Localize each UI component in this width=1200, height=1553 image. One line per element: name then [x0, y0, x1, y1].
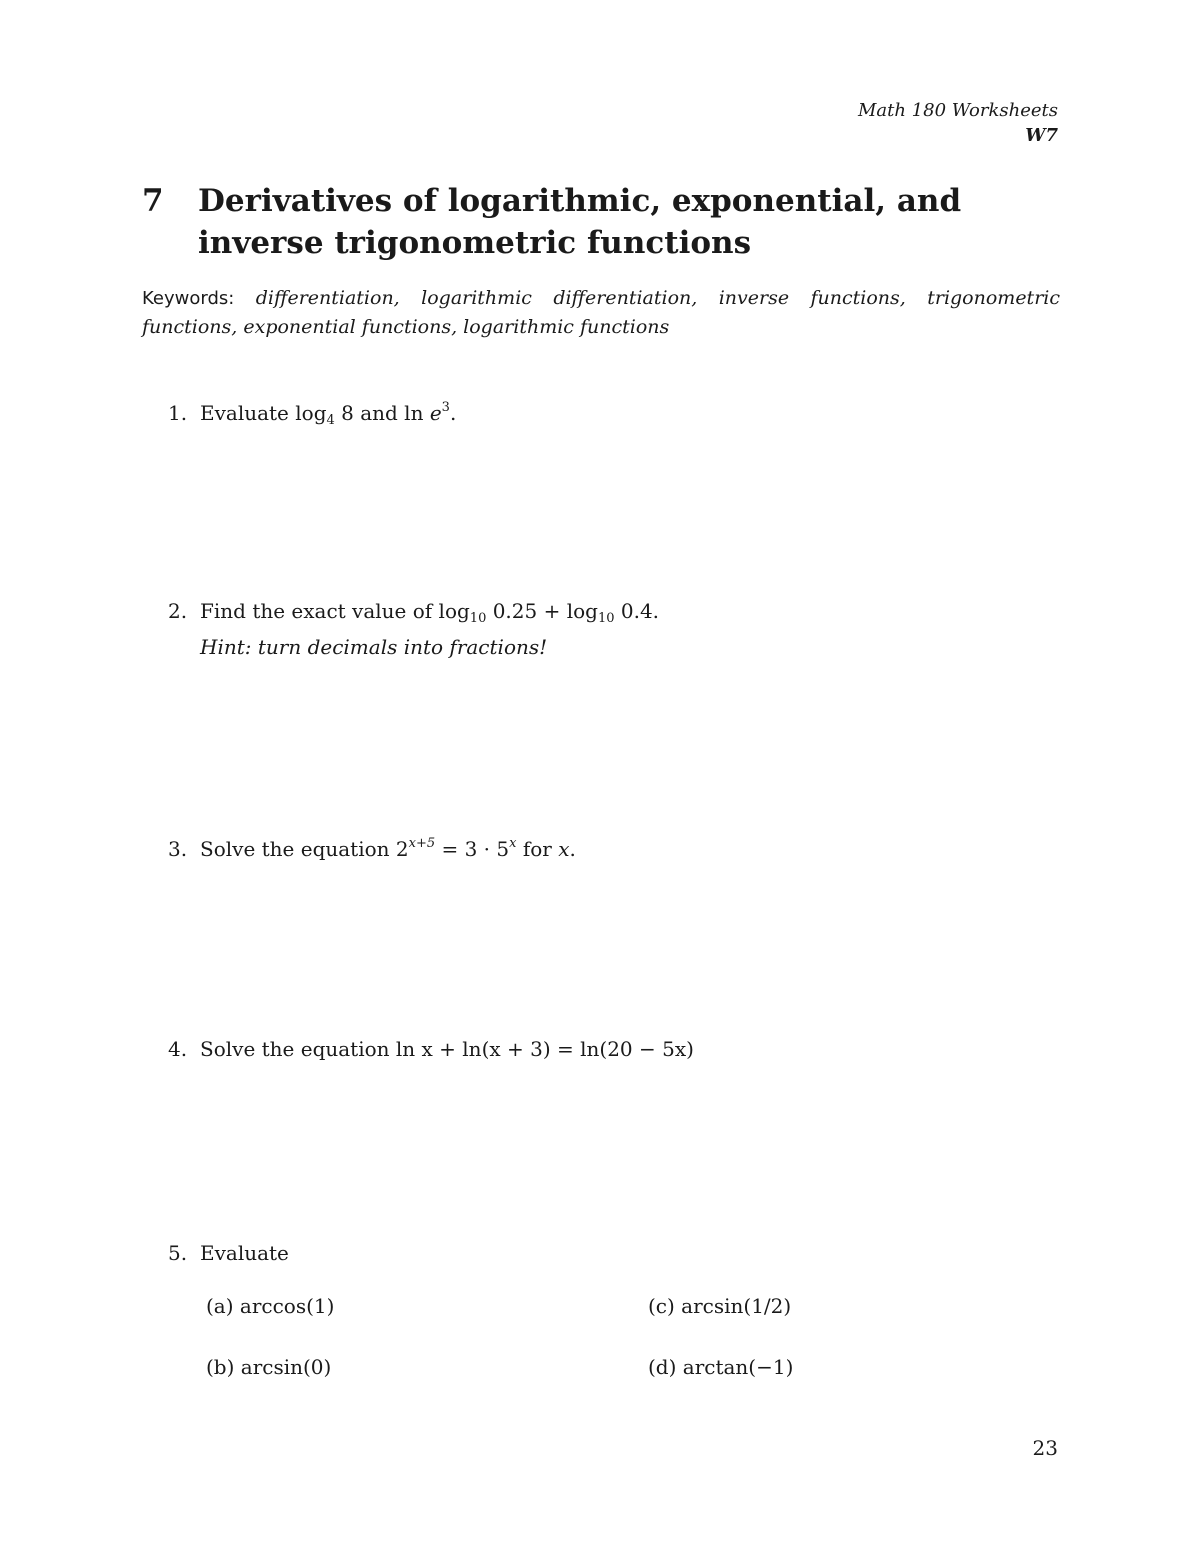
running-header [858, 98, 1058, 148]
problem-text: Evaluate [200, 1241, 289, 1265]
exponent: 3 [441, 400, 450, 415]
problem-text: Find the exact value of log [200, 599, 470, 623]
problem-5 [168, 1239, 289, 1267]
section-heading [142, 180, 1062, 264]
problem-text: = 3 · 5 [435, 837, 510, 861]
subpart-a [206, 1292, 334, 1320]
problem-number: 3. [168, 837, 188, 861]
problem-text: Evaluate log [200, 401, 327, 425]
problem-text: Solve the equation ln x + ln(x + 3) = ln(20 − 5x) [200, 1037, 694, 1061]
keywords-paragraph [142, 284, 1060, 341]
problem-1 [168, 394, 456, 435]
problem-number: 5. [168, 1241, 188, 1265]
log-base: 4 [326, 413, 335, 428]
log-base: 10 [597, 611, 615, 626]
section-title: Derivatives of logarithmic, exponential, and inverse trigonometric functions [198, 183, 962, 261]
course-title: Math 180 Worksheets [857, 100, 1058, 121]
problem-number: 1. [168, 401, 188, 425]
subpart-expression: arccos(1) [239, 1294, 335, 1318]
subpart-d [648, 1353, 793, 1381]
subpart-label: (d) [648, 1355, 677, 1379]
page-number: 23 [1032, 1436, 1058, 1460]
problem-3 [168, 830, 576, 863]
problem-4 [168, 1035, 694, 1063]
section-number: 7 [142, 183, 164, 219]
problem-number: 4. [168, 1037, 188, 1061]
keywords-label: Keywords: [142, 288, 235, 309]
worksheet-code: W7 [1025, 125, 1058, 146]
problem-text: 0.25 + log [486, 599, 598, 623]
problem-text: . [569, 837, 576, 861]
problem-text: 0.4. [614, 599, 660, 623]
exponent: x [509, 836, 517, 851]
subpart-label: (a) [206, 1294, 234, 1318]
subpart-label: (c) [648, 1294, 675, 1318]
problem-number: 2. [168, 599, 188, 623]
subpart-expression: arcsin(0) [240, 1355, 332, 1379]
subpart-expression: arctan(−1) [682, 1355, 794, 1379]
problem-2 [168, 597, 659, 661]
problem-text: 8 and ln [334, 401, 430, 425]
subpart-c [648, 1292, 791, 1320]
keywords-list: differentiation, logarithmic differentiation, inverse functions, trigonometric functions, exponential functions, logarithmic functions [142, 287, 1060, 338]
math-variable: x [558, 837, 570, 861]
problem-text: Solve the equation 2 [200, 837, 409, 861]
subpart-label: (b) [206, 1355, 235, 1379]
subpart-b [206, 1353, 331, 1381]
problem-hint: Hint: turn decimals into fractions! [200, 635, 548, 659]
math-variable: e [429, 401, 442, 425]
subpart-expression: arcsin(1/2) [681, 1294, 792, 1318]
problem-text: for [516, 837, 559, 861]
log-base: 10 [469, 611, 487, 626]
problem-text: . [449, 401, 457, 425]
exponent: x+5 [408, 836, 436, 851]
